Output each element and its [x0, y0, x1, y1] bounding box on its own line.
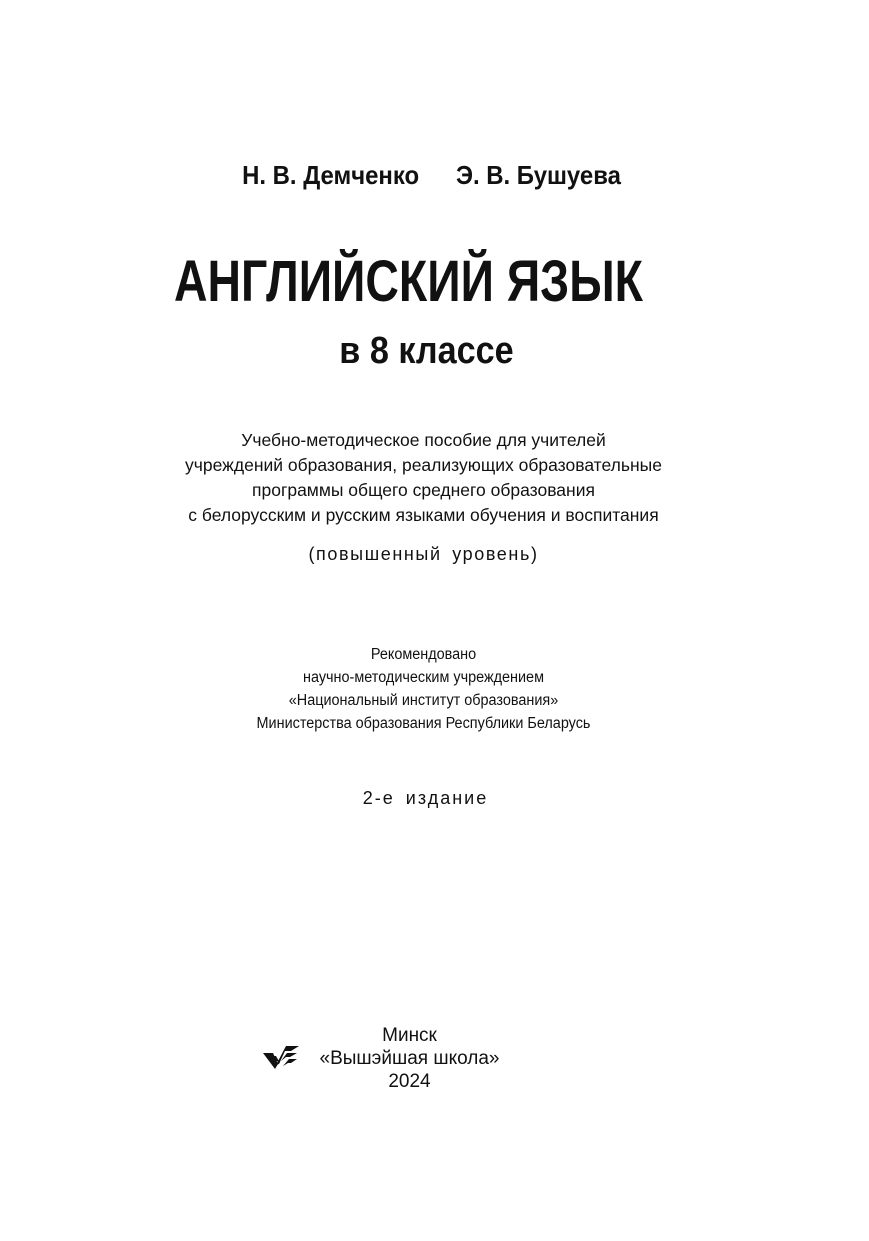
- publisher-city: Минск: [382, 1025, 437, 1046]
- description-line: Учебно-методическое пособие для учителей: [241, 430, 606, 450]
- recommendation-line: научно-методическим учреждением: [303, 669, 544, 686]
- edition: 2-е издание: [362, 788, 489, 808]
- recommendation: [19, 643, 827, 735]
- author-2: Э. В. Бушуева: [455, 160, 621, 190]
- book-description: [0, 428, 858, 528]
- book-title: АНГЛИЙСКИЙ ЯЗЫК: [173, 249, 643, 314]
- book-subtitle: в 8 классе: [339, 330, 514, 372]
- publication-year: 2024: [388, 1071, 431, 1092]
- recommendation-line: Министерства образования Республики Беларусь: [256, 715, 591, 732]
- publisher-name: «Вышэйшая школа»: [319, 1048, 500, 1069]
- recommendation-line: «Национальный институт образования»: [288, 692, 559, 709]
- publisher-block: [0, 1024, 844, 1093]
- author-1: Н. В. Демченко: [242, 160, 420, 190]
- description-line: учреждений образования, реализующих образовательные: [185, 455, 662, 475]
- authors: [32, 160, 831, 191]
- description-line: программы общего среднего образования: [252, 480, 595, 500]
- recommendation-line: Рекомендовано: [370, 646, 477, 663]
- description-line: с белорусским и русским языками обучения и воспитания: [188, 505, 659, 525]
- level-note: (повышенный уровень): [308, 544, 539, 564]
